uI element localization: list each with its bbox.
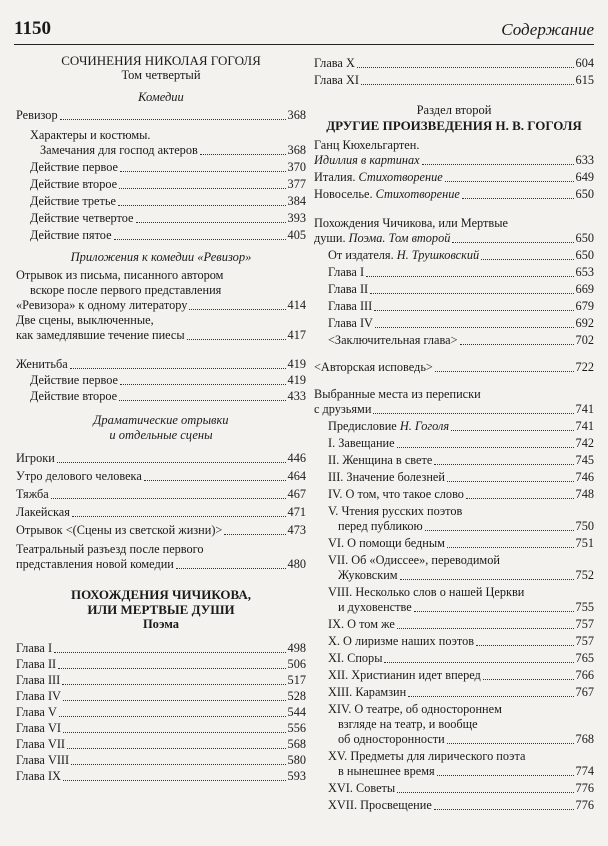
toc-page-number: 653 xyxy=(575,265,594,279)
dot-leader xyxy=(67,748,286,749)
dot-leader xyxy=(120,171,286,172)
toc-page-number: 405 xyxy=(287,228,306,242)
toc-entry-title: IV. О том, что такое слово xyxy=(328,487,464,501)
toc-entry[interactable] xyxy=(16,228,306,243)
toc-entry[interactable] xyxy=(314,299,594,314)
toc-page-number: 419 xyxy=(287,373,306,387)
volume-title: Том четвертый xyxy=(121,68,201,82)
toc-entry-title: II. Женщина в свете xyxy=(328,453,433,467)
toc-entry[interactable] xyxy=(16,211,306,226)
letters-list-c xyxy=(314,781,594,813)
dot-leader xyxy=(384,662,573,663)
toc-entry-line: взгляде на театр, и вообще xyxy=(338,717,478,731)
section-heading-dramatic-2: и отдельные сцены xyxy=(109,428,213,442)
toc-entry-title: I. Завещание xyxy=(328,436,395,450)
toc-page-number: 467 xyxy=(287,487,306,501)
toc-page-number: 742 xyxy=(575,436,594,450)
toc-page-number: 776 xyxy=(575,781,594,795)
toc-page-number: 692 xyxy=(575,316,594,330)
toc-entry-title: Глава IV xyxy=(16,689,61,703)
toc-entry[interactable] xyxy=(314,487,594,502)
toc-entry[interactable] xyxy=(16,721,306,736)
toc-entry[interactable]: <Авторская исповедь> 722 xyxy=(314,360,594,374)
toc-entry-title: XIII. Карамзин xyxy=(328,685,407,699)
toc-entry-title: Действие пятое xyxy=(30,228,112,242)
toc-page-number: 748 xyxy=(575,487,594,501)
toc-page-number: 757 xyxy=(575,634,594,648)
toc-entry[interactable] xyxy=(16,177,306,192)
toc-entry[interactable] xyxy=(314,470,594,485)
dot-leader xyxy=(397,447,574,448)
toc-entry[interactable] xyxy=(16,523,306,538)
dead-souls-title-2: ИЛИ МЕРТВЫЕ ДУШИ xyxy=(87,602,235,617)
toc-entry[interactable] xyxy=(314,668,594,683)
toc-entry-title: Глава V xyxy=(16,705,57,719)
toc-page-number: 568 xyxy=(287,737,306,751)
toc-entry[interactable]: Предисловие Н. Гоголя 741 xyxy=(328,419,594,433)
toc-entry[interactable] xyxy=(314,56,594,71)
dot-leader xyxy=(120,384,286,385)
toc-entry-line: V. Чтения русских поэтов xyxy=(328,504,463,518)
zhenitba-acts-list xyxy=(16,373,306,404)
toc-entry[interactable] xyxy=(16,641,306,656)
toc-page-number: 464 xyxy=(287,469,306,483)
toc-entry[interactable]: «Ревизора» к одному литератору 414 xyxy=(16,298,306,312)
toc-entry-title: Глава I xyxy=(328,265,365,279)
toc-entry-title: Глава IV xyxy=(328,316,373,330)
section-label: Раздел второй xyxy=(416,103,492,117)
toc-entry-title: Лакейская xyxy=(16,505,70,519)
toc-right-column xyxy=(314,48,594,813)
dot-leader xyxy=(114,239,286,240)
toc-page-number: 746 xyxy=(575,470,594,484)
toc-entry[interactable]: с друзьями 741 xyxy=(314,402,594,416)
dead-souls-subtitle: Поэма xyxy=(142,617,180,631)
toc-page-number: 556 xyxy=(287,721,306,735)
dot-leader xyxy=(144,480,286,481)
toc-entry-title: Отрывок <(Сцены из светской жизни)> xyxy=(16,523,223,537)
dot-leader xyxy=(434,809,574,810)
section-heading-dramatic: Драматические отрывки xyxy=(93,413,229,427)
toc-entry[interactable] xyxy=(314,798,594,813)
toc-entry[interactable] xyxy=(16,753,306,768)
toc-entry-title: Глава VIII xyxy=(16,753,70,767)
toc-page-number: 446 xyxy=(287,451,306,465)
dot-leader xyxy=(408,696,573,697)
dot-leader xyxy=(59,716,286,717)
toc-page-number: 593 xyxy=(287,769,306,783)
toc-entry-title: <Заключительная глава> xyxy=(328,333,458,347)
toc-entry-title: Глава X xyxy=(314,56,355,70)
toc-entry[interactable] xyxy=(16,451,306,466)
top-chapters-list xyxy=(314,56,594,88)
dot-leader xyxy=(460,344,574,345)
toc-page-number: 580 xyxy=(287,753,306,767)
toc-entry-title: Действие четвертое xyxy=(30,211,134,225)
dot-leader xyxy=(466,498,574,499)
toc-entry-title: Глава III xyxy=(328,299,373,313)
toc-page-number: 433 xyxy=(287,389,306,403)
toc-page-number: 471 xyxy=(287,505,306,519)
running-title: Содержание xyxy=(501,20,594,39)
letters-list-b xyxy=(314,617,594,700)
dot-leader xyxy=(62,684,285,685)
toc-entry-title: Глава I xyxy=(16,641,53,655)
toc-entry[interactable]: об односторонности 768 xyxy=(338,732,594,746)
toc-entry-title: III. Значение болезней xyxy=(328,470,445,484)
dot-leader xyxy=(397,628,574,629)
revizor-acts-list xyxy=(16,160,306,243)
toc-entry[interactable]: в нынешнее время 774 xyxy=(338,764,594,778)
dramatic-items-list xyxy=(16,451,306,538)
toc-entry-title: Глава III xyxy=(16,673,61,687)
dot-leader xyxy=(72,516,286,517)
toc-entry-line: Характеры и костюмы. xyxy=(30,128,151,142)
toc-page-number: 679 xyxy=(575,299,594,313)
toc-entry[interactable]: Италия. Стихотворение 649 xyxy=(314,170,594,184)
dot-leader xyxy=(224,534,285,535)
dot-leader xyxy=(447,481,574,482)
dot-leader xyxy=(476,645,573,646)
toc-entry-title: Тяжба xyxy=(16,487,49,501)
toc-entry[interactable]: Новоселье. Стихотворение 650 xyxy=(314,187,594,201)
dot-leader xyxy=(361,84,574,85)
toc-entry[interactable] xyxy=(16,194,306,209)
toc-entry-line: Ганц Кюхельгартен. xyxy=(314,138,420,152)
toc-entry-title: XVI. Советы xyxy=(328,781,396,795)
toc-page-number: 757 xyxy=(575,617,594,631)
toc-page-number: 766 xyxy=(575,668,594,682)
dot-leader xyxy=(434,464,573,465)
toc-entry-title: Глава VII xyxy=(16,737,66,751)
toc-page-number: 528 xyxy=(287,689,306,703)
toc-entry-title: Действие второе xyxy=(30,389,118,403)
toc-entry[interactable] xyxy=(314,282,594,297)
toc-page-number: 765 xyxy=(575,651,594,665)
dot-leader xyxy=(375,327,574,328)
toc-entry-title: Действие первое xyxy=(30,160,118,174)
toc-page-number: 498 xyxy=(287,641,306,655)
toc-page-number: 506 xyxy=(287,657,306,671)
toc-entry[interactable]: Замечания для господ актеров 368 xyxy=(40,143,306,157)
toc-entry[interactable]: Ревизор 368 xyxy=(16,108,306,122)
toc-entry[interactable] xyxy=(16,737,306,752)
toc-entry[interactable]: представления новой комедии 480 xyxy=(16,557,306,571)
toc-entry-line: Театральный разъезд после первого xyxy=(16,542,204,556)
toc-page-number: 604 xyxy=(575,56,594,70)
toc-entry[interactable] xyxy=(314,651,594,666)
toc-entry-title: Глава II xyxy=(16,657,57,671)
toc-entry-title: XII. Христианин идет вперед xyxy=(328,668,481,682)
toc-entry-line: VIII. Несколько слов о нашей Церкви xyxy=(328,585,525,599)
toc-page-number: 393 xyxy=(287,211,306,225)
section-heading-comedies: Комедии xyxy=(138,90,184,104)
toc-entry-title: Действие первое xyxy=(30,373,118,387)
toc-entry[interactable] xyxy=(314,73,594,88)
toc-entry[interactable]: Жуковским 752 xyxy=(338,568,594,582)
toc-entry-title: Утро делового человека xyxy=(16,469,142,483)
dot-leader xyxy=(63,780,286,781)
toc-entry[interactable] xyxy=(314,436,594,451)
dot-leader xyxy=(63,732,286,733)
toc-entry-title: Глава II xyxy=(328,282,369,296)
toc-entry[interactable] xyxy=(16,689,306,704)
toc-entry[interactable]: Идиллия в картинах 633 xyxy=(314,153,594,167)
toc-entry[interactable] xyxy=(16,487,306,502)
toc-entry-title: XI. Споры xyxy=(328,651,383,665)
toc-entry[interactable]: перед публикою 750 xyxy=(338,519,594,533)
toc-entry[interactable]: От издателя. Н. Трушковский 650 xyxy=(328,248,594,262)
toc-entry-title: Действие второе xyxy=(30,177,118,191)
toc-entry-line: вскоре после первого представления xyxy=(30,283,222,297)
toc-entry[interactable] xyxy=(16,389,306,404)
toc-entry[interactable]: души. Поэма. Том второй 650 xyxy=(314,231,594,245)
header-rule xyxy=(14,44,594,45)
toc-entry[interactable]: и духовенстве 755 xyxy=(338,600,594,614)
toc-page-number: 615 xyxy=(575,73,594,87)
toc-entry[interactable] xyxy=(16,469,306,484)
toc-entry[interactable] xyxy=(314,453,594,468)
dead-souls-chapters-list xyxy=(16,641,306,784)
toc-entry[interactable] xyxy=(314,265,594,280)
toc-entry[interactable]: Женитьба 419 xyxy=(16,357,306,371)
toc-entry-line: Отрывок из письма, писанного автором xyxy=(16,268,224,282)
toc-entry-title: Глава IX xyxy=(16,769,61,783)
toc-entry[interactable] xyxy=(16,673,306,688)
toc-entry-line: Две сцены, выключенные, xyxy=(16,313,154,327)
toc-entry-line: Выбранные места из переписки xyxy=(314,387,481,401)
toc-page-number: 473 xyxy=(287,523,306,537)
dot-leader xyxy=(136,222,286,223)
toc-page-number: 377 xyxy=(287,177,306,191)
dot-leader xyxy=(54,652,285,653)
toc-entry-line: Похождения Чичикова, или Мертвые xyxy=(314,216,508,230)
letters-list-a xyxy=(314,436,594,502)
toc-entry[interactable] xyxy=(16,657,306,672)
toc-entry-line: XV. Предметы для лирического поэта xyxy=(328,749,526,763)
toc-entry[interactable] xyxy=(314,685,594,700)
toc-left-column xyxy=(16,48,306,784)
toc-entry[interactable] xyxy=(16,373,306,388)
dot-leader xyxy=(397,792,573,793)
dot-leader xyxy=(119,188,285,189)
dot-leader xyxy=(370,293,573,294)
dot-leader xyxy=(118,205,286,206)
toc-entry-title: Глава XI xyxy=(314,73,359,87)
works-title: СОЧИНЕНИЯ НИКОЛАЯ ГОГОЛЯ xyxy=(61,53,261,68)
toc-entry-title: Глава VI xyxy=(16,721,61,735)
toc-entry-title: XVII. Просвещение xyxy=(328,798,432,812)
toc-entry-title: X. О лиризме наших поэтов xyxy=(328,634,475,648)
toc-page-number: 384 xyxy=(287,194,306,208)
vol2-chapters-list xyxy=(314,265,594,348)
toc-entry-title: Действие третье xyxy=(30,194,116,208)
toc-page-number: 745 xyxy=(575,453,594,467)
dot-leader xyxy=(357,67,574,68)
toc-page-number: 544 xyxy=(287,705,306,719)
toc-entry[interactable] xyxy=(314,781,594,796)
section-heading-appendix: Приложения к комедии «Ревизор» xyxy=(70,250,252,264)
toc-page-number: 702 xyxy=(575,333,594,347)
toc-page-number: 669 xyxy=(575,282,594,296)
toc-entry[interactable] xyxy=(16,705,306,720)
dead-souls-title: ПОХОЖДЕНИЯ ЧИЧИКОВА, xyxy=(70,587,252,602)
toc-entry-line: XIV. О театре, об одностороннем xyxy=(328,702,502,716)
toc-page-number: 370 xyxy=(287,160,306,174)
toc-entry[interactable] xyxy=(16,769,306,784)
section-title: ДРУГИЕ ПРОИЗВЕДЕНИЯ Н. В. ГОГОЛЯ xyxy=(326,118,582,133)
dot-leader xyxy=(51,498,286,499)
toc-entry[interactable] xyxy=(16,505,306,520)
toc-entry[interactable] xyxy=(314,333,594,348)
toc-entry[interactable]: как замедлявшие течение пиесы 417 xyxy=(16,328,306,342)
page-header xyxy=(0,0,608,46)
dot-leader xyxy=(71,764,285,765)
toc-page-number: 517 xyxy=(287,673,306,687)
dot-leader xyxy=(58,668,285,669)
dot-leader xyxy=(366,276,573,277)
dot-leader xyxy=(483,679,574,680)
toc-entry-line: VII. Об «Одиссее», переводимой xyxy=(328,553,500,567)
toc-entry-title: IX. О том же xyxy=(328,617,395,631)
dot-leader xyxy=(57,462,286,463)
dot-leader xyxy=(374,310,573,311)
toc-entry[interactable]: VI. О помощи бедным 751 xyxy=(328,536,594,550)
toc-page-number: 767 xyxy=(575,685,594,699)
toc-entry[interactable] xyxy=(314,634,594,649)
toc-entry[interactable] xyxy=(314,617,594,632)
toc-entry[interactable] xyxy=(314,316,594,331)
toc-entry[interactable] xyxy=(16,160,306,175)
toc-entry-title: Игроки xyxy=(16,451,55,465)
dot-leader xyxy=(63,700,286,701)
dot-leader xyxy=(119,400,285,401)
toc-page-number: 776 xyxy=(575,798,594,812)
page-number: 1150 xyxy=(14,18,51,39)
